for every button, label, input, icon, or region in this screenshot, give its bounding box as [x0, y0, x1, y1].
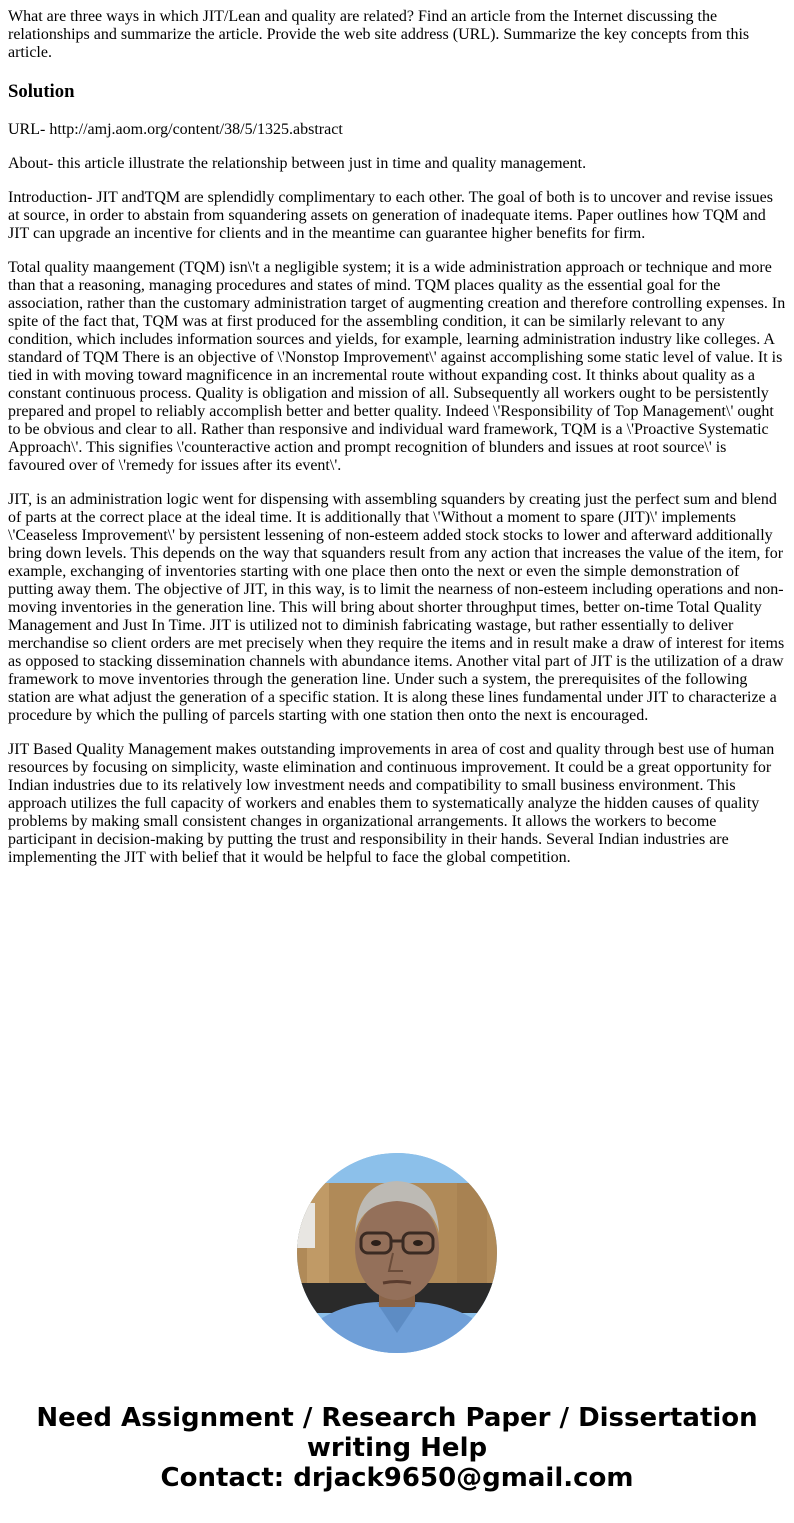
- promo-line-1: Need Assignment / Research Paper / Dissertation: [36, 1403, 758, 1433]
- promo-banner: [0, 1403, 794, 1493]
- jit-paragraph: JIT, is an administration logic went for dispensing with assembling squanders by creating just the perfect sum and blend of parts at the correct place at the ideal time. It is additionally that \'Without a moment to spare (JIT)\' implements \'Ceaseless Improvement\' by persistent lessening of non-esteem added stock stocks to lower and afterward additionally bring down levels. This depends on the way that squanders result from any action that increases the value of the item, for example, exchanging of inventories starting with one place then onto the next or even the simple demonstration of putting away them. The objective of JIT, in this way, is to limit the nearness of non-esteem including operations and non-moving inventories in the generation line. This will bring about shorter throughput times, better on-time Total Quality Management and Just In Time. JIT is utilized not to diminish fabricating wastage, but rather essentially to deliver merchandise so client orders are met precisely when they require the items and in result make a draw of interest for items as opposed to stacking dissemination channels with abundance items. Another vital part of JIT is the utilization of a draw framework to move inventories through the generation line. Under such a system, the prerequisites of the following station are what adjust the generation of a specific station. It is along these lines fundamental under JIT to characterize a procedure by which the pulling of parcels starting with one station then onto the next is encouraged.: [8, 491, 785, 724]
- introduction-paragraph: Introduction- JIT andTQM are splendidly complimentary to each other. The goal of both is to uncover and revise issues at source, in order to abstain from squandering assets on generation of inadequate items. Paper outlines how TQM and JIT can upgrade an incentive for clients and in the meantime can guarantee higher benefits for firm.: [8, 189, 773, 242]
- url-paragraph: URL- http://amj.aom.org/content/38/5/1325.abstract: [8, 121, 343, 138]
- promo-line-2: writing Help: [306, 1433, 488, 1463]
- question-text: What are three ways in which JIT/Lean and quality are related? Find an article from the Internet discussing the relationships and summarize the article. Provide the web site address (URL). Summarize the key concepts from this article.: [8, 8, 750, 61]
- avatar: [297, 1153, 497, 1353]
- tqm-paragraph: Total quality maangement (TQM) isn\'t a negligible system; it is a wide administration approach or technique and more than that a reasoning, managing procedures and states of mind. TQM places quality as the essential goal for the association, rather than the customary administration target of augmenting creation and therefore controlling expenses. In spite of the fact that, TQM was at first produced for the assembling condition, it can be similarly relevant to any condition, which includes information sources and yields, for example, learning administration industry like colleges. A standard of TQM There is an objective of \'Nonstop Improvement\' against accomplishing some static level of value. It is tied in with moving toward magnificence in an incremental route without expanding cost. It thinks about quality as a constant continuous process. Quality is obligation and mission of all. Subsequently all workers ought to be persistently prepared and propel to reliably accomplish better and better quality. Indeed \'Responsibility of Top Management\' ought to be obvious and clear to all. Rather than responsive and individual ward framework, TQM is a \'Proactive Systematic Approach\'. This signifies \'counteractive action and prompt recognition of blunders and issues at root source\' is favoured over of \'remedy for issues after its event\'.: [8, 259, 786, 474]
- about-paragraph: About- this article illustrate the relationship between just in time and quality management.: [8, 155, 587, 172]
- solution-heading: Solution: [8, 81, 75, 102]
- promo-contact: Contact: drjack9650@gmail.com: [160, 1463, 634, 1493]
- jit-quality-paragraph: JIT Based Quality Management makes outstanding improvements in area of cost and quality through best use of human resources by focusing on simplicity, waste elimination and continuous improvement. It could be a great opportunity for Indian industries due to its relatively low investment needs and compatibility to small business environment. This approach utilizes the full capacity of workers and enables them to systematically analyze the hidden causes of quality problems by making small consistent changes in organizational arrangements. It allows the workers to become participant in decision-making by putting the trust and responsibility in their hands. Several Indian industries are implementing the JIT with belief that it would be helpful to face the global competition.: [8, 741, 775, 866]
- author-photo-icon: [297, 1153, 497, 1353]
- document-body: [8, 8, 786, 883]
